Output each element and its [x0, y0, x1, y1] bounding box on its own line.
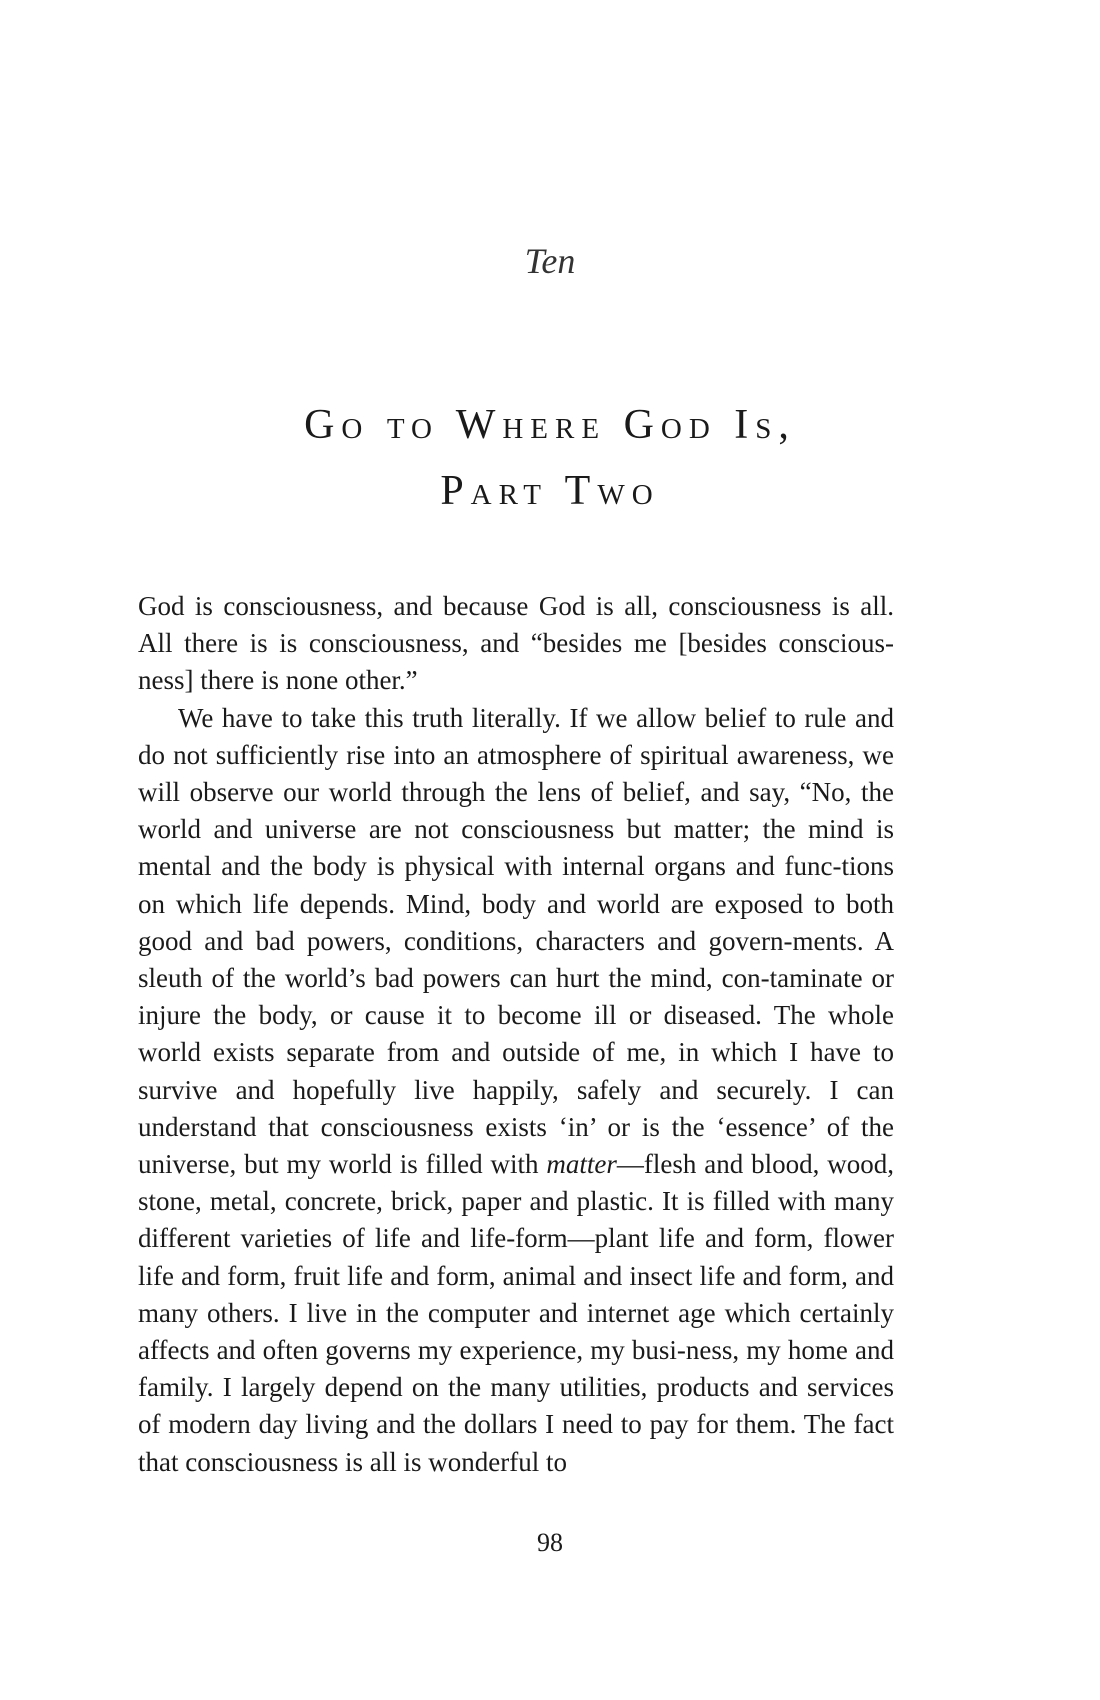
body-text — [138, 588, 894, 1481]
paragraph-2-emphasis: matter — [546, 1149, 617, 1180]
page-number: 98 — [537, 1528, 563, 1557]
paragraph-2-part-1: We have to take this truth literally. If we allow belief to rule and do not sufficiently rise into an atmosphere of spiritual awareness, we will observe our world through the lens of belief, and say, “No, the world and universe are not consciousness but matter; the mind is mental and the body is physical with internal organs and func-tions on which life depends. Mind, body and world are exposed to both good and bad powers, conditions, characters and govern-ments. A sleuth of the world’s bad powers can hurt the mind, con-taminate or injure the body, or cause it to become ill or diseased. The whole world exists separate from and outside of me, in which I have to survive and hopefully live happily, safely and securely. I can understand that consciousness exists ‘in’ or is the ‘essence’ of the universe, but my world is filled with — [138, 702, 894, 1180]
paragraph-2-part-2: —flesh and blood, wood, stone, metal, concrete, brick, paper and plastic. It is filled with many different varieties of life and life-form—plant life and form, flower life and form, fruit life and form, animal and insect life and form, and many others. I live in the computer and internet age which certainly affects and often governs my experience, my busi-ness, my home and family. I largely depend on the many utilities, products and services of modern day living and the dollars I need to pay for them. The fact that consciousness is all is wonderful to — [138, 1149, 895, 1477]
paragraph-2 — [138, 700, 894, 1481]
chapter-title — [0, 392, 1100, 524]
chapter-number: Ten — [524, 241, 576, 281]
paragraph-1: God is consciousness, and because God is all, consciousness is all. All there is is consciousness, and “besides me [besides conscious-ness] there is none other.” — [138, 591, 894, 696]
chapter-title-line-1: Go to Where God Is, — [304, 402, 796, 448]
chapter-title-line-2: Part Two — [440, 468, 660, 514]
